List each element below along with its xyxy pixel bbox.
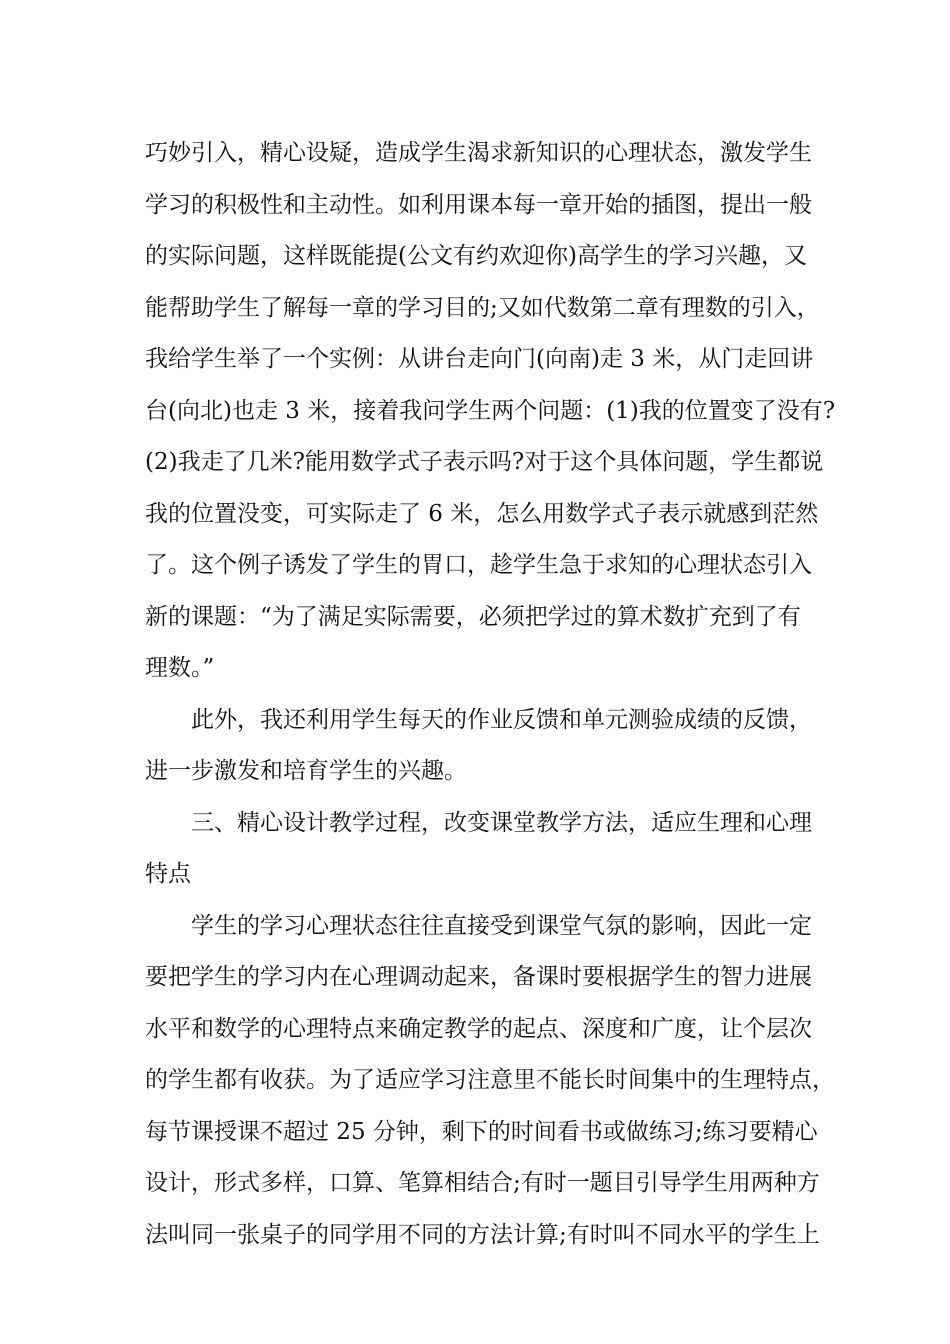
text-line: 能帮助学生了解每一章的学习目的;又如代数第二章有理数的引入， — [145, 294, 820, 321]
text-line: 的学生都有收获。为了适应学习注意里不能长时间集中的生理特点， — [145, 1067, 835, 1093]
text-line: 设计，形式多样，口算、笔算相结合;有时一题目引导学生用两种方 — [145, 1170, 820, 1196]
text-line: 了。这个例子诱发了学生的胃口，趁学生急于求知的心理状态引入 — [145, 552, 812, 578]
paragraph-start-line: 此外，我还利用学生每天的作业反馈和单元测验成绩的反馈， — [191, 706, 812, 733]
text-line: (2)我走了几米?能用数学式子表示吗?对于这个具体问题，学生都说 — [145, 449, 824, 475]
section-heading-line: 三、精心设计教学过程，改变课堂教学方法，适应生理和心理 — [191, 809, 812, 836]
text-line: 法叫同一张桌子的同学用不同的方法计算;有时叫不同水平的学生上 — [145, 1221, 820, 1248]
text-line: 理数。” — [145, 655, 215, 681]
section-heading-line: 特点 — [145, 861, 191, 887]
text-line: 的实际问题，这样既能提(公文有约欢迎你)高学生的学习兴趣，又 — [145, 243, 807, 269]
text-line: 每节课授课不超过 25 分钟，剩下的时间看书或做练习;练习要精心 — [145, 1118, 818, 1145]
text-line: 巧妙引入，精心设疑，造成学生渴求新知识的心理状态，激发学生 — [145, 140, 812, 166]
text-line: 新的课题：“为了满足实际需要，必须把学过的算术数扩充到了有 — [145, 603, 801, 630]
text-line: 要把学生的学习内在心理调动起来，备课时要根据学生的智力进展 — [145, 964, 812, 990]
paragraph-start-line: 学生的学习心理状态往往直接受到课堂气氛的影响，因此一定 — [191, 912, 812, 939]
text-line: 学习的积极性和主动性。如利用课本每一章开始的插图，提出一般 — [145, 191, 812, 218]
text-line: 我给学生举了一个实例：从讲台走向门(向南)走 3 米，从门走回讲 — [145, 346, 814, 372]
text-line: 进一步激发和培育学生的兴趣。 — [145, 758, 467, 784]
text-line: 我的位置没变，可实际走了 6 米，怎么用数学式子表示就感到茫然 — [145, 500, 819, 527]
text-line: 台(向北)也走 3 米，接着我问学生两个问题：(1)我的位置变了没有? — [145, 397, 836, 424]
text-line: 水平和数学的心理特点来确定教学的起点、深度和广度，让个层次 — [145, 1015, 812, 1042]
body-text — [145, 128, 836, 1261]
